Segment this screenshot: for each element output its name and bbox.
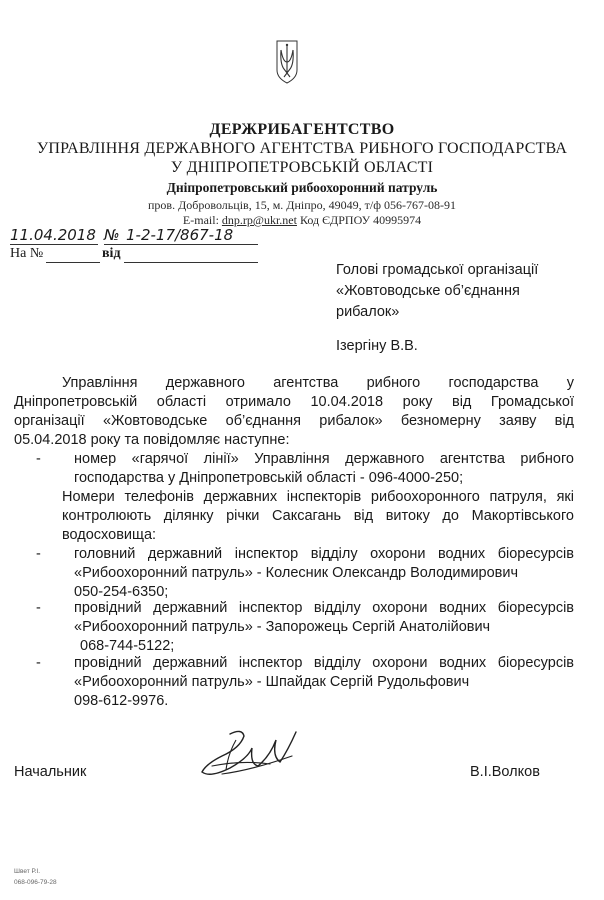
addressee-line3: рибалок» [336, 304, 400, 320]
agency-name: ДЕРЖРИБАГЕНТСТВО [209, 121, 395, 138]
inspector-1-phone: 050-254-6350; [74, 584, 169, 600]
body-p1-line3: організації «Жовтоводське об’єднання рибалок» безномерну заяву від [14, 413, 574, 429]
executor-name: Швет Р.І. [14, 868, 41, 875]
inspector-2-line1: провідний державний інспектор відділу охорони водних біоресурсів [74, 600, 574, 616]
outgoing-date: 11.04.2018 [10, 226, 96, 244]
addressee-line1: Голові громадської організації [336, 262, 539, 278]
inspector-2-line2: «Рибоохоронний патруль» - Запорожець Сергій Анатолійович [74, 619, 491, 635]
signatory-name: В.І.Волков [470, 764, 540, 780]
email-label: E-mail: [182, 213, 219, 227]
signatory-position: Начальник [14, 764, 87, 780]
response-number-field [46, 262, 100, 263]
hotline-line2: господарства у Дніпропетровській області - 096-4000-250; [74, 470, 464, 486]
body-p2-line1: Номери телефонів державних інспекторів рибоохоронного патруля, які [62, 489, 574, 505]
addressee-name: Ізергіну В.В. [336, 338, 418, 354]
inspector-1-line1: головний державний інспектор відділу охорони водних біоресурсів [74, 546, 574, 562]
body-p1-line4: 05.04.2018 року та повідомляє наступне: [14, 432, 290, 448]
outgoing-number: 1-2-17/867-18 [126, 226, 234, 244]
number-underline [104, 244, 258, 245]
inspector-3-line2: «Рибоохоронний патруль» - Шпайдак Сергій Рудольфович [74, 674, 470, 690]
email-link[interactable]: dnp.rp@ukr.net [221, 213, 297, 227]
department-name-line1: УПРАВЛІННЯ ДЕРЖАВНОГО АГЕНТСТВА РИБНОГО ГОСПОДАРСТВА [36, 140, 568, 157]
bullet-dash: - [36, 655, 41, 671]
inspector-3-line1: провідний державний інспектор відділу охорони водних біоресурсів [74, 655, 574, 671]
outgoing-number-mark: № [104, 226, 120, 244]
response-date-label: від [102, 246, 121, 261]
executor-phone: 068-096-79-28 [14, 879, 57, 886]
body-p2-line3: водосховища: [62, 527, 157, 543]
date-underline [10, 244, 98, 245]
bullet-dash: - [36, 600, 41, 616]
edrpou-code: Код ЄДРПОУ 40995974 [299, 213, 422, 227]
body-p2-line2: контролюють ділянку річки Саксагань від витоку до Макортівського [62, 508, 574, 524]
bullet-dash: - [36, 546, 41, 562]
inspector-1-line2: «Рибоохоронний патруль» - Колесник Олександр Володимирович [74, 565, 519, 581]
response-number-label: На № [10, 246, 44, 261]
patrol-name: Дніпропетровський рибоохоронний патруль [166, 180, 438, 195]
inspector-2-phone: 068-744-5122; [80, 638, 175, 654]
hotline-line1: номер «гарячої лінії» Управління державного агентства рибного [74, 451, 574, 467]
signature-image [192, 726, 310, 784]
response-date-field [124, 262, 258, 263]
address-line: пров. Добровольців, 15, м. Дніпро, 49049, т/ф 056-767-08-91 [148, 198, 456, 212]
addressee-line2: «Жовтоводське об’єднання [336, 283, 520, 299]
body-p1-line1: Управління державного агентства рибного господарства у [62, 375, 574, 391]
coat-of-arms-icon [276, 40, 298, 84]
inspector-3-phone: 098-612-9976. [74, 693, 169, 709]
department-name-line2: У ДНІПРОПЕТРОВСЬКІЙ ОБЛАСТІ [170, 159, 434, 176]
bullet-dash: - [36, 451, 41, 467]
body-p1-line2: Дніпропетровській області отримало 10.04.2018 року від Громадської [14, 394, 574, 410]
